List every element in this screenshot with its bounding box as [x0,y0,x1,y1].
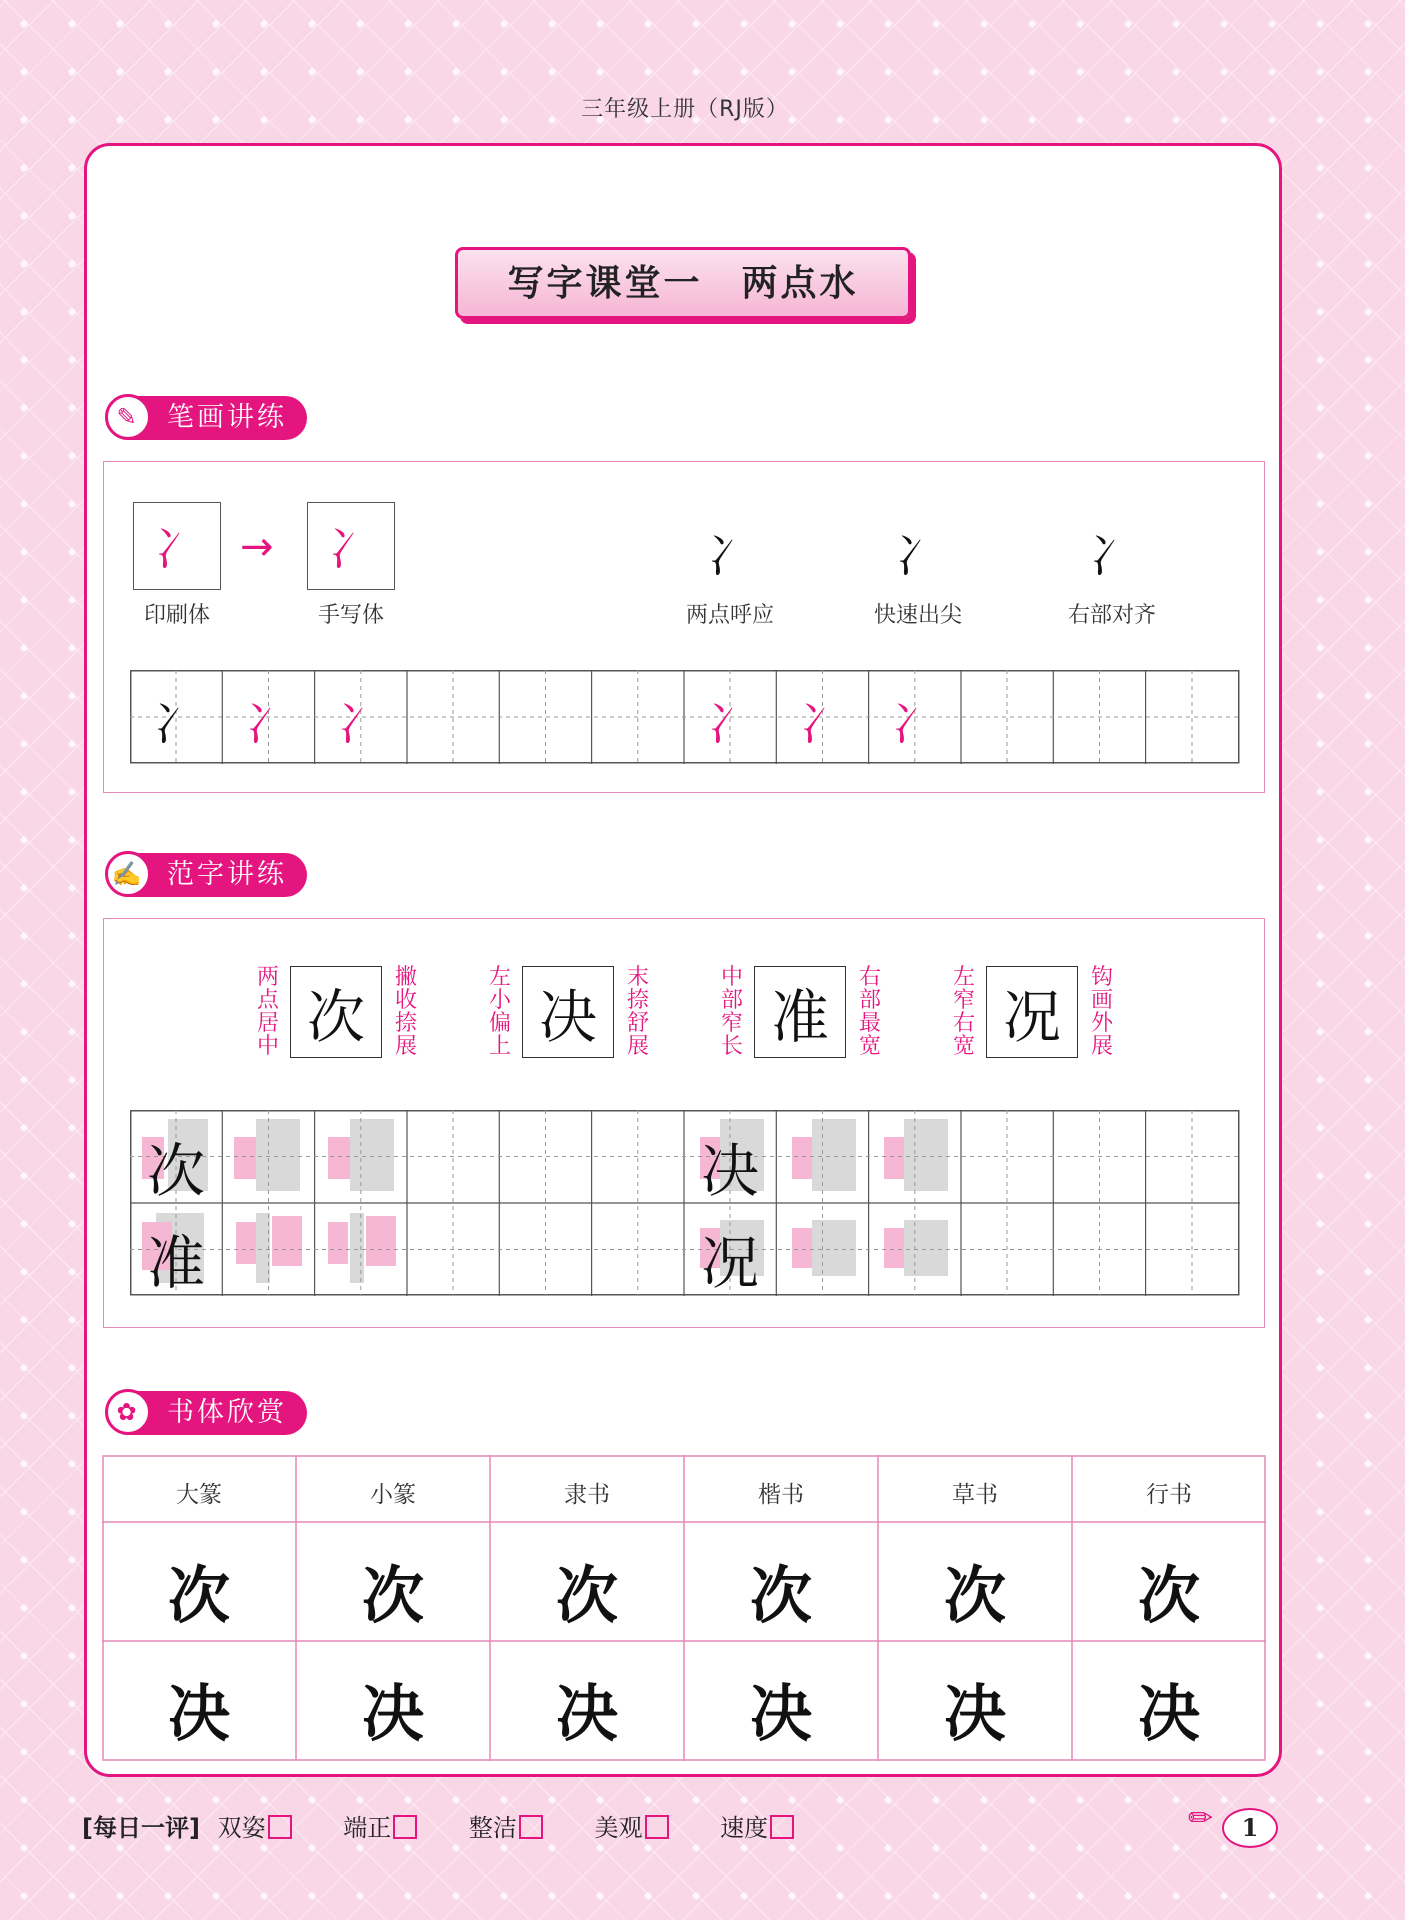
script-char-row2-4: 决 [749,1677,812,1750]
model-tip-left-3: 中部窄长 [720,965,743,1059]
tip-glyph-align: 冫 [1089,529,1135,583]
tip-label-echo: 两点呼应 [685,603,774,628]
practice-stroke-9: 冫 [891,697,937,751]
practice-stroke-3: 冫 [337,697,383,751]
brush-pot-icon: ✎ [105,394,151,440]
daily-review-label: [每日一评] [82,1814,200,1842]
checkbox[interactable] [519,1815,543,1839]
review-item-speed[interactable]: 速度 [720,1814,794,1842]
tip-label-sharp: 快速出尖 [873,603,962,628]
model-tip-left-1: 两点居中 [256,965,279,1059]
practice-stroke-1: 冫 [153,697,199,751]
model-tip-left-4: 左窄右宽 [952,965,975,1059]
model-tip-right-4: 钩画外展 [1090,965,1113,1059]
script-char-row2-3: 决 [555,1677,618,1750]
script-char-row2-1: 决 [167,1677,230,1750]
arrow-right-icon: → [240,524,274,570]
practice-stroke-2: 冫 [245,697,291,751]
model-char-1: 次 [306,983,365,1051]
practice-char-row1-7: 决 [700,1137,759,1205]
hand-stroke-glyph: 冫 [328,522,374,576]
model-char-box-4 [986,966,1078,1058]
script-header-xiaozhuan: 小篆 [370,1482,416,1508]
section-label-strokes [107,396,307,440]
script-char-row1-6: 次 [1137,1559,1200,1632]
model-char-3: 准 [770,983,829,1051]
model-char-box-1 [290,966,382,1058]
script-char-row2-5: 决 [943,1677,1006,1750]
checkbox[interactable] [770,1815,794,1839]
model-char-box-3 [754,966,846,1058]
model-char-box-2 [522,966,614,1058]
page-number: 1 [1222,1808,1278,1848]
section-label-appreciation [107,1391,307,1435]
print-stroke-box [133,502,221,590]
hand-stroke-box [307,502,395,590]
tip-glyph-sharp: 冫 [895,529,941,583]
print-stroke-glyph: 冫 [154,522,200,576]
review-item-clean[interactable]: 整洁 [469,1814,543,1842]
page-header-title: 三年级上册（RJ版） [581,97,789,122]
script-header-kaishu: 楷书 [758,1482,804,1508]
section-title-appreciation: 书体欣赏 [167,1397,287,1428]
print-label: 印刷体 [143,603,210,628]
script-char-row1-3: 次 [555,1559,618,1632]
practice-char-row2-7: 况 [700,1229,759,1297]
model-tip-right-1: 撇收捺展 [394,965,417,1059]
script-header-xingshu: 行书 [1146,1482,1192,1508]
model-char-2: 决 [538,983,597,1051]
script-char-row2-6: 决 [1137,1677,1200,1750]
script-header-dazhuan: 大篆 [176,1482,222,1508]
section-title-models: 范字讲练 [167,859,287,890]
script-char-row1-1: 次 [167,1559,230,1632]
tip-label-align: 右部对齐 [1067,603,1156,628]
practice-stroke-7: 冫 [707,697,753,751]
practice-stroke-8: 冫 [799,697,845,751]
practice-char-row1-1: 次 [146,1137,205,1205]
model-char-4: 况 [1002,983,1061,1051]
model-tip-right-2: 末捺舒展 [626,965,649,1059]
model-tip-right-3: 右部最宽 [858,965,881,1059]
review-item-beauty[interactable]: 美观 [595,1814,669,1842]
script-header-caoshu: 草书 [952,1482,998,1508]
practice-char-row2-1: 准 [146,1229,205,1297]
checkbox[interactable] [268,1815,292,1839]
daily-review-footer [82,1808,838,1843]
checkbox[interactable] [393,1815,417,1839]
section-label-models [107,853,307,897]
writing-hand-icon: ✍ [105,851,151,897]
pencil-icon: ✏ [1188,1801,1214,1836]
script-char-row2-2: 决 [361,1677,424,1750]
checkbox[interactable] [645,1815,669,1839]
hand-label: 手写体 [317,603,384,628]
script-char-row1-2: 次 [361,1559,424,1632]
scroll-icon: ✿ [105,1389,151,1435]
script-char-row1-5: 次 [943,1559,1006,1632]
script-char-row1-4: 次 [749,1559,812,1632]
section-title-strokes: 笔画讲练 [167,402,287,433]
tip-glyph-echo: 冫 [707,529,753,583]
lesson-title: 写字课堂一 两点水 [455,247,911,319]
script-header-lishu: 隶书 [564,1482,610,1508]
model-tip-left-2: 左小偏上 [488,965,511,1059]
review-item-neat[interactable]: 端正 [343,1814,417,1842]
review-item-posture[interactable]: 双姿 [218,1814,292,1842]
